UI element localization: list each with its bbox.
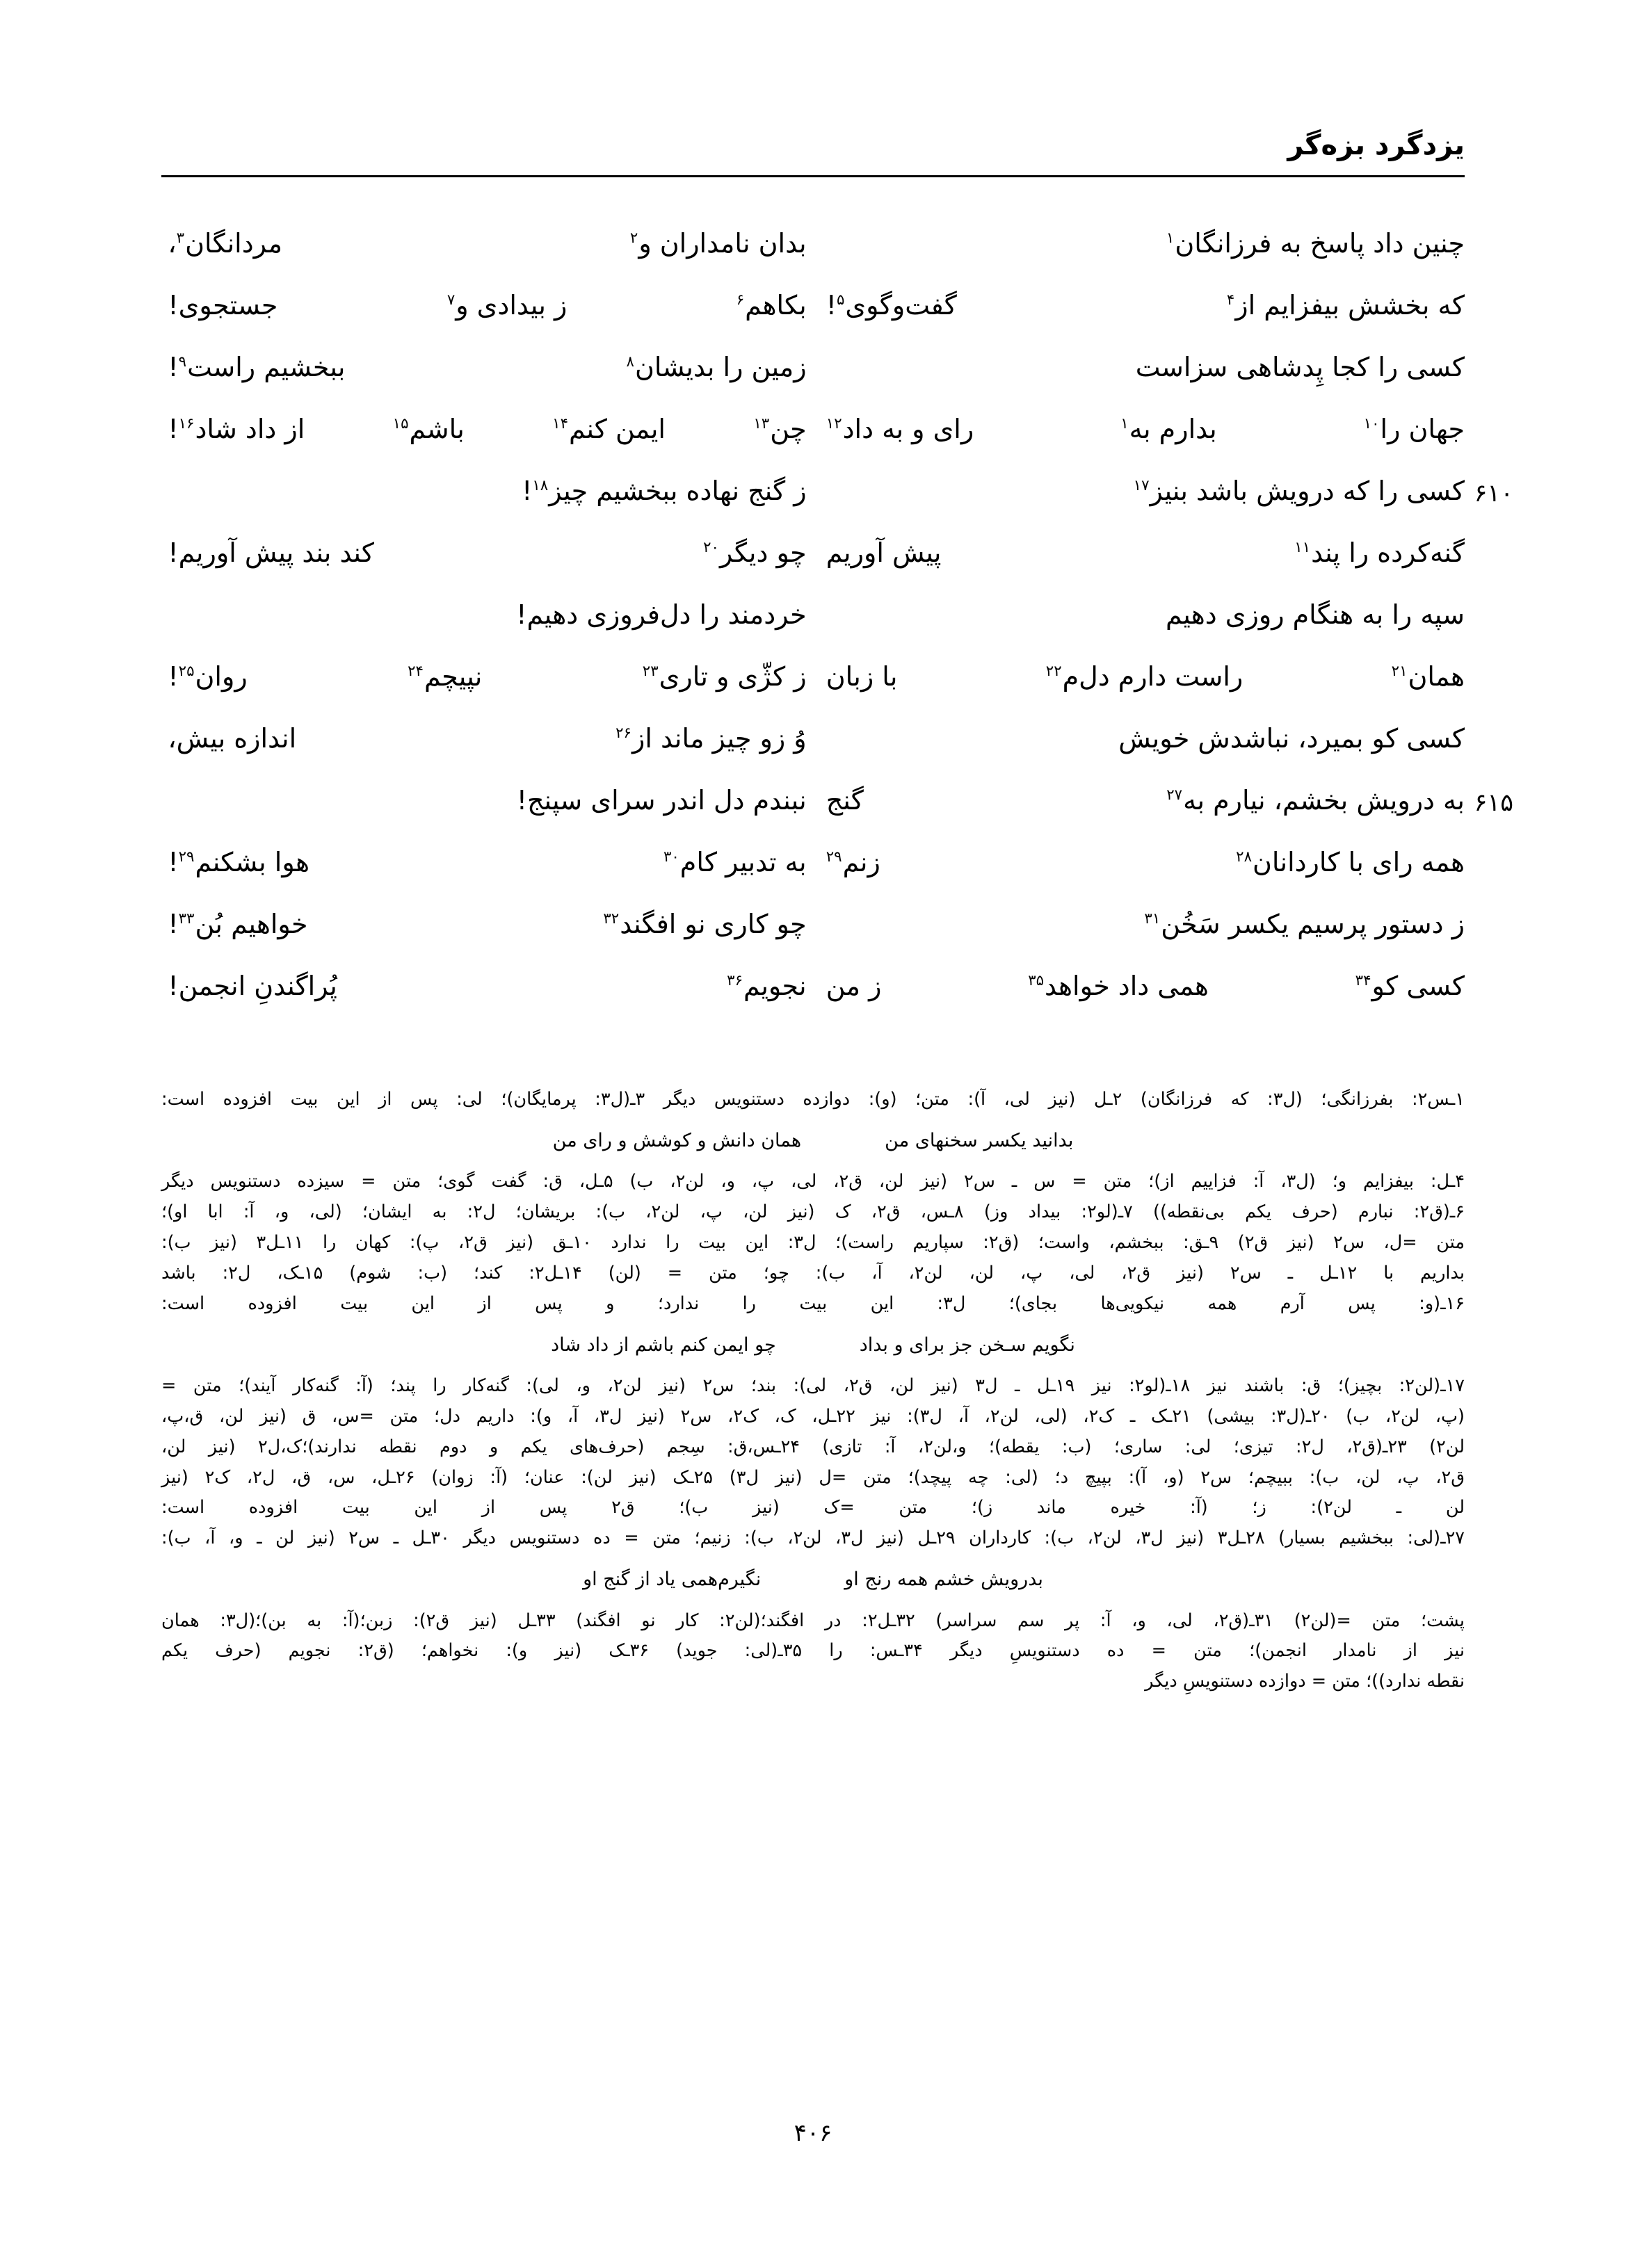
hemistich-left (168, 841, 806, 878)
quoted-hemistich-right: نگویم سـخن جز برای و بداد (859, 1334, 1075, 1356)
verse-line (161, 841, 1465, 903)
quoted-hemistich-left: همان دانش و کوشش و رای من (552, 1129, 802, 1151)
footnote-marker: ۳۴ (1355, 972, 1371, 990)
hemistich-left (168, 408, 806, 445)
verse-text: بدارم به$^۱$ (1120, 414, 1217, 444)
apparatus-note: لن ـ لن۲): ز؛ (آ: خیره ماند ز)؛ متن =ک (نیز ب)؛ ق۲ پس از این بیت افزوده است: (161, 1497, 1465, 1518)
footnote-marker: ۱۷ (1133, 477, 1150, 495)
footnote-marker: ۱ (1120, 415, 1129, 433)
hemistich-right (807, 718, 1465, 754)
footnote-marker: ۲۹ (826, 848, 842, 866)
footnote-marker: ۳۲ (603, 910, 620, 928)
hemistich-right (807, 656, 1465, 692)
verse-line (161, 718, 1465, 779)
footnote-marker: ۲۶ (615, 724, 631, 743)
apparatus-note: نقطه ندارد))؛ متن = دوازده دستنویسِ دیگر (1145, 1671, 1465, 1692)
footnote-marker: ۳ (176, 229, 185, 248)
verse-text: نپیچم$^{۲۴}$ (408, 661, 483, 692)
verse-line (161, 594, 1465, 656)
hemistich-left (168, 346, 806, 383)
verse-text: رای و به داد$^{۱۲}$ (826, 414, 974, 444)
apparatus-note: ۱ـس۲: بفرزانگی؛ (ل۳: که فرزانگان) ۲ـل (نیز لی، آ): متن؛ (و): دوازده دستنویس دیگر ۳ـ(ل۳: پرمایگان)؛ لی: پس از این بیت افزوده است: (161, 1089, 1465, 1110)
apparatus-note: ۱۷ـ(لن۲: بچیز)؛ ق: باشند نیز ۱۸ـ(لو۲: نیز ۱۹ـل ـ ل۳ (نیز لن، ق۲، لی): بند؛ س۲ (نیز لن۲، و، لی): گنه‌کار را پند؛ (آ: گنه‌کار آیند)؛ متن = (161, 1375, 1465, 1397)
verse-line (161, 284, 1465, 346)
verse-line (161, 779, 1513, 841)
footnote-marker: ۲۴ (408, 663, 424, 681)
verse-text: کسی را که درویش باشد بنیز$^{۱۷}$ (1133, 476, 1465, 506)
verse-text: باشم$^{۱۵}$ (392, 414, 465, 444)
verse-text: همه رای با کاردانان$^{۲۸}$ (1236, 847, 1465, 877)
verse-text: هوا بشکنم$^{۲۹}$! (168, 847, 310, 877)
header-divider (161, 175, 1465, 177)
apparatus-quoted-verse (161, 1329, 1465, 1361)
footnote-marker: ۱۴ (552, 415, 569, 433)
verse-text: سپه را به هنگام روزی دهیم (1165, 599, 1465, 630)
footnote-marker: ۳۳ (178, 910, 195, 928)
verse-text: همان$^{۲۱}$ (1391, 661, 1465, 692)
hemistich-right (807, 841, 1465, 878)
hemistich-left (168, 222, 806, 259)
verse-text: بدان نامداران و$^۲$ (629, 228, 807, 259)
footnote-marker: ۲۱ (1391, 663, 1408, 681)
verse-line (161, 346, 1465, 408)
apparatus-note: ۴ـل: بیفزایم و؛ (ل۳، آ: فزاییم از)؛ متن = س ـ س۲ (نیز لن، ق۲، لی، پ، و، لن۲، ب) ۵ـل، ق: گفت گوی؛ متن = سیزده دستنویس دیگر (161, 1171, 1465, 1192)
apparatus-note: ق۲، پ، لن، ب): ببیچم؛ س۲ (و، آ): بپیچ د؛ (لی: چه پیچد)؛ متن =ل (نیز ل۳) ۲۵ـک (نیز لن): عنان؛ (آ: زوان) ۲۶ـل، س، ق، ل۲، ک۲ (نیز (161, 1466, 1465, 1488)
verse-line (161, 903, 1465, 965)
verse-text: کسی کو$^{۳۴}$ (1355, 971, 1465, 1001)
poem-body (161, 222, 1513, 1027)
verse-text: ز بیدادی و$^۷$ (446, 290, 568, 321)
apparatus-quoted-verse (161, 1564, 1465, 1596)
apparatus-quoted-verse (161, 1125, 1465, 1157)
footnote-marker: ۲۵ (178, 663, 195, 681)
apparatus-note: پشت؛ متن =(لن۲) ۳۱ـ(ق۲، لی، و، آ: پر سم سراسر) ۳۲ـل۲: در افگند؛(لن۲: کار نو افگند) ۳۳ـل (نیز ق۲): زبن؛(آ: به بن)؛(ل۳: همان (161, 1610, 1465, 1631)
footnote-marker: ۷ (446, 291, 456, 309)
apparatus-note: متن =ل، س۲ (نیز ق۲) ۹ـق: ببخشم، واست؛ (ق۲: سپاریم راست)؛ ل۳: این بیت را ندارد ۱۰ـق (نیز ق۲، پ): کهان را ۱۱ـل۳ (نیز ب): (161, 1232, 1465, 1254)
footnote-marker: ۱۳ (753, 415, 770, 433)
hemistich-right (807, 470, 1465, 507)
verse-text: مردانگان$^۳$، (168, 228, 282, 259)
verse-text: زنم$^{۲۹}$ (826, 847, 880, 877)
footnote-marker: ۱ (1166, 229, 1175, 248)
verse-text: همی داد خواهد$^{۳۵}$ (1028, 971, 1209, 1001)
footnote-marker: ۲ (629, 229, 638, 248)
hemistich-right (807, 594, 1465, 631)
verse-text: کسی را کجا پِدشاهی سزاست (1135, 352, 1465, 382)
apparatus-note: ۶ـ(ق۲: نبارم (حرف یکم بی‌نقطه)) ۷ـ(لو۲: بیداد وز) ۸ـس، ق۲، ک (نیز لن، پ، لن۲، ب): بریشان؛ ل۲: به ایشان؛ (لی، و، آ: ابا او)؛ (161, 1201, 1465, 1223)
verse-text: کسی کو بمیرد، نباشدش خویش (1118, 723, 1465, 754)
critical-apparatus (161, 1085, 1465, 1697)
verse-line (161, 222, 1465, 284)
hemistich-right (807, 965, 1465, 1002)
quoted-hemistich-left: چو ایمن کنم باشم از داد شاد (551, 1334, 776, 1356)
verse-text: پیش آوریم (826, 537, 942, 568)
hemistich-right (807, 779, 1465, 816)
hemistich-left (168, 965, 806, 1002)
verse-number: ۶۱۵ (1474, 789, 1513, 817)
footnote-marker: ۳۵ (1028, 972, 1045, 990)
verse-text: جهان را$^{۱۰}$ (1363, 414, 1465, 444)
verse-text: خواهیم بُن$^{۳۳}$! (168, 909, 308, 939)
verse-text: که بخشش بیفزایم از$^۴$ (1226, 290, 1465, 321)
verse-text: چنین داد پاسخ به فرزانگان$^۱$ (1166, 228, 1465, 259)
apparatus-note: ۱۶ـ(و: پس آرم همه نیکویی‌ها بجای)؛ ل۳: این بیت را ندارد؛ و پس از این بیت افزوده است: (161, 1293, 1465, 1314)
hemistich-left (168, 594, 806, 631)
verse-line (161, 532, 1465, 594)
verse-text: ز من (826, 971, 882, 1001)
footnote-marker: ۴ (1226, 291, 1235, 309)
quoted-hemistich-left: نگیرم‌همی یاد از گنج او (583, 1569, 762, 1591)
page-number: ۴۰۶ (794, 2119, 832, 2147)
hemistich-right (807, 346, 1465, 383)
verse-text: کند بند پیش آوریم! (168, 537, 374, 568)
hemistich-left (168, 284, 806, 321)
verse-text: خردمند را دل‌فروزی دهیم! (516, 599, 807, 630)
verse-text: ز کژّی و تاری$^{۲۳}$ (642, 661, 807, 692)
verse-text: گفت‌وگوی$^۵$! (826, 290, 957, 321)
verse-text: زمین را بدیشان$^۸$ (626, 352, 807, 382)
quoted-hemistich-right: بدانید یکسر سخنهای من (885, 1129, 1074, 1151)
verse-text: چو کاری نو افگند$^{۳۲}$ (603, 909, 807, 939)
footnote-marker: ۲۹ (178, 848, 195, 866)
apparatus-note: لن۲) ۲۳ـ(ق۲، ل۲: تیزی؛ لی: ساری؛ (ب: یقطه)؛ و،لن۲، آ: تازی) ۲۴ـس،ق: سِجم (حرف‌های یکم و دوم نقطه ندارند)؛ک،ل۲ (نیز لن، (161, 1436, 1465, 1457)
verse-text: اندازه بیش، (168, 723, 297, 754)
footnote-marker: ۲۳ (642, 663, 659, 681)
footnote-marker: ۸ (626, 353, 634, 371)
hemistich-left (168, 470, 806, 507)
footnote-marker: ۱۵ (392, 415, 409, 433)
footnote-marker: ۱۸ (532, 477, 549, 495)
hemistich-right (807, 532, 1465, 569)
running-head (161, 129, 1465, 178)
verse-text: بکاهم$^۶$ (736, 290, 807, 321)
footnote-marker: ۲۸ (1236, 848, 1253, 866)
verse-text: جستجوی! (168, 290, 278, 321)
verse-line (161, 408, 1465, 470)
page-title: یزدگرد بزه‌گر (1287, 129, 1465, 161)
footnote-marker: ۱۲ (826, 415, 842, 433)
hemistich-right (807, 903, 1465, 940)
footnote-marker: ۲۲ (1045, 663, 1062, 681)
verse-line (161, 965, 1465, 1027)
verse-text: ایمن کنم$^{۱۴}$ (552, 414, 666, 444)
footnote-marker: ۳۰ (663, 848, 679, 866)
verse-text: با زبان (826, 661, 898, 692)
hemistich-left (168, 903, 806, 940)
footnote-marker: ۶ (736, 291, 745, 309)
verse-text: چو دیگر$^{۲۰}$ (703, 537, 807, 568)
hemistich-right (807, 408, 1465, 445)
verse-text: به درویش بخشم، نیارم به$^{۲۷}$ (1166, 785, 1465, 816)
verse-line (161, 656, 1465, 718)
apparatus-note: نیز از نامدار انجمن)؛ متن = ده دستنویسِ دیگر ۳۴ـس: را ۳۵ـ(لی: جوید) ۳۶ـک (نیز و): نخواهم؛ (ق۲: نجویم (حرف یکم (161, 1640, 1465, 1662)
verse-text: نجویم$^{۳۶}$ (727, 971, 807, 1001)
verse-text: ببخشیم راست$^۹$! (168, 352, 346, 382)
footnote-marker: ۱۶ (178, 415, 195, 433)
apparatus-note: (پ، لن۲، ب) ۲۰ـ(ل۳: بیشی) ۲۱ـک ـ ک۲، (لی، لن۲، آ، ل۳): نیز ۲۲ـل، ک، ک۲، س۲ (نیز ل۳، آ، و): داریم دل؛ متن =س، ق (نیز لن، ق،پ، (161, 1405, 1465, 1427)
verse-text: به تدبیر کام$^{۳۰}$ (663, 847, 807, 877)
apparatus-note: ۲۷ـ(لی: ببخشیم بسیار) ۲۸ـل۳ (نیز ل۳، لن۲، ب): کارداران ۲۹ـل (نیز ل۳، لن۲، ب): زنیم؛ متن = ده دستنویس دیگر ۳۰ـل ـ س۲ (نیز لن ـ و، آ، ب): (161, 1528, 1465, 1549)
footnote-marker: ۱۱ (1294, 539, 1311, 557)
quoted-hemistich-right: بدرویش خشم همه رنج او (844, 1569, 1043, 1591)
verse-number: ۶۱۰ (1474, 480, 1513, 508)
footnote-marker: ۹ (178, 353, 187, 371)
hemistich-left (168, 779, 806, 816)
footnote-marker: ۲۰ (703, 539, 719, 557)
hemistich-left (168, 532, 806, 569)
verse-text: نبندم دل اندر سرای سپنج! (516, 785, 807, 816)
verse-text: ز دستور پرسیم یکسر سَخُن$^{۳۱}$ (1144, 909, 1465, 939)
footnote-marker: ۲۷ (1166, 786, 1183, 804)
verse-text: از داد شاد$^{۱۶}$! (168, 414, 305, 444)
hemistich-left (168, 718, 806, 754)
verse-text: پُراگندنِ انجمن! (168, 971, 337, 1001)
hemistich-left (168, 656, 806, 692)
footnote-marker: ۵ (836, 291, 845, 309)
verse-text: چن$^{۱۳}$ (753, 414, 807, 444)
hemistich-right (807, 222, 1465, 259)
verse-text: ز گنج نهاده ببخشیم چیز$^{۱۸}$! (522, 476, 807, 506)
footnote-marker: ۳۱ (1144, 910, 1161, 928)
verse-line (161, 470, 1513, 532)
verse-text: گنه‌کرده را پند$^{۱۱}$ (1294, 537, 1465, 568)
footnote-marker: ۳۶ (727, 972, 743, 990)
apparatus-note: بداریم با ۱۲ـل ـ س۲ (نیز ق۲، لی، پ، لن، لن۲، آ، ب): چو؛ متن = (لن) ۱۴ـل۲: کند؛ (ب: شوم) ۱۵ـک، ل۲: باشد (161, 1262, 1465, 1283)
verse-text: گنج (826, 785, 864, 816)
footnote-marker: ۱۰ (1363, 415, 1380, 433)
verse-text: روان$^{۲۵}$! (168, 661, 248, 692)
verse-text: راست دارم دل‌م$^{۲۲}$ (1045, 661, 1243, 692)
verse-text: وُ زو چیز ماند از$^{۲۶}$ (615, 723, 807, 754)
hemistich-right (807, 284, 1465, 321)
